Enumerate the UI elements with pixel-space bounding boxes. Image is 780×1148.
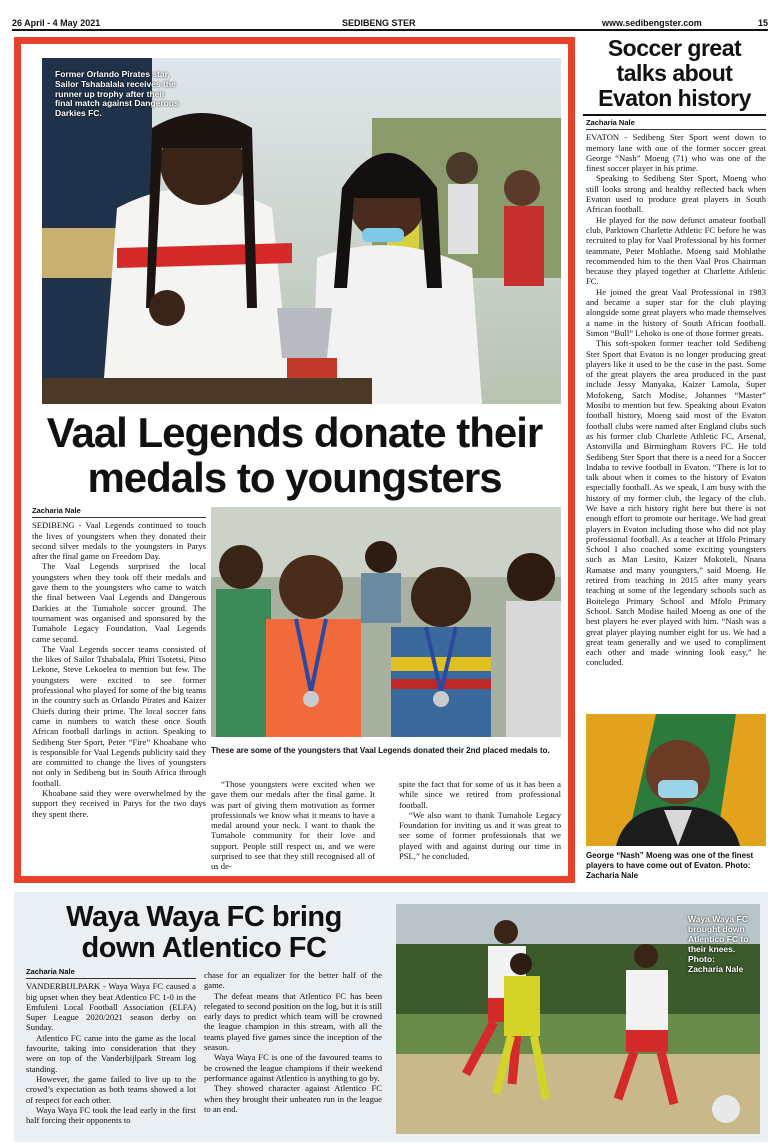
paragraph: The Vaal Legends surprised the local youngsters when they took off their medals and gave them to the youngsters who came to watch the final between Vaal Legends and Dangerous Darkies at the Tumahole soccer ground. The tournament was organised and sponsored by the Tumahole Legacy Foundation. Vaal Legends came second. — [32, 561, 206, 644]
evaton-byline: Zacharia Nale — [586, 118, 766, 130]
paragraph: VANDERBIJLPARK - Waya Waya FC caused a big upset when they beat Atlentico FC 1-0 in the Emfuleni Local Football Association (ELFA) Super League 2020/2021 season derby on Sunday. — [26, 981, 196, 1033]
vaal-byline: Zacharia Nale — [32, 506, 206, 518]
evaton-column — [586, 118, 766, 710]
trophy-photo-caption: Former Orlando Pirates star, Sailor Tshabalala receives the runner up trophy after their final match against Dangerous Darkies FC. — [55, 69, 179, 119]
vaal-column-1 — [32, 506, 206, 879]
vaal-legends-story — [14, 37, 575, 883]
vaal-column-3 — [399, 779, 561, 879]
paragraph: “Those youngsters were excited when we gave them our medals after the final game. It was part of giving them motivation as former professionals we know what it means to have a medal around your neck. I want to thank the Tumahole community for their love and support. People still respect us, and we were surprised to see that they still recognised all of us de- — [211, 779, 375, 872]
paragraph: Khoabane said they were overwhelmed by the support they received in Parys for the two days they spent there. — [32, 788, 206, 819]
waya-waya-story — [14, 892, 768, 1142]
youngsters-photo-caption: These are some of the youngsters that Vaal Legends donated their 2nd placed medals to. — [211, 746, 550, 755]
moeng-photo-illustration — [586, 714, 766, 846]
waya-byline: Zacharia Nale — [26, 967, 196, 979]
moeng-photo-caption: George “Nash” Moeng was one of the finest players to have come out of Evaton. Photo: Zacharia Nale — [586, 851, 754, 880]
paragraph: Waya Waya FC took the lead early in the first half forcing their opponents to — [26, 1104, 196, 1126]
trophy-photo — [42, 58, 561, 404]
match-photo-caption: Waya Waya FC brought down Atlentico FC to their knees. Photo: Zacharia Nale — [688, 914, 749, 974]
issue-date: 26 April - 4 May 2021 — [12, 18, 101, 28]
paragraph: SEDIBENG - Vaal Legends continued to touch the lives of youngsters when they donated their second silver medals to the youngsters in Parys after the final game on Freedom Day. — [32, 520, 206, 562]
paragraph: He joined the great Vaal Professional in 1983 and became a super star for the club playing alongside some great players who made themselves a name in the history of South African football. Simon “Bull” Lehoko is one of those former greats. — [586, 286, 766, 338]
paragraph: The Vaal Legends soccer teams consisted of the likes of Sailor Tshabalala, Phiri Tsotetsi, Pitso Lekone, Steve Lekoelea to mention but few. The youngsters were excited to see former professional who played for some of the big teams in the country such as Orlando Pirates and Kaizer Chiefs during their prime. The local soccer fans came in numbers to watch these once South African football darlings in action. Speaking to Sedibeng Ster Sport, Peter “Fire” Khoabane who is responsible for Vaal Legends publicity said they are committed to change the lives of youngsters not only in Sedibeng but in South Africa through football. — [32, 643, 206, 788]
page-number: 15 — [757, 18, 768, 28]
vaal-headline: Vaal Legends donate their medals to youngsters — [46, 409, 543, 501]
paragraph: EVATON - Sedibeng Ster Sport went down to memory lane with one of the former soccer great George “Nash” Moeng (71) who was one of the finest soccer player in his prime. — [586, 132, 766, 174]
vaal-column-2 — [211, 779, 375, 879]
website-link[interactable]: www.sedibengster.com — [602, 18, 702, 28]
paragraph: Waya Waya FC is one of the favoured teams to be crowned the league champions if their weekend performance against Atlentico is anything to go by. — [204, 1052, 382, 1083]
moeng-photo — [586, 714, 766, 846]
paragraph: They showed character against Atlentico FC when they brought their unbeaten run in the league to an end. — [204, 1083, 382, 1114]
waya-column-1 — [26, 967, 196, 1137]
paragraph: He played for the now defunct amateur football club, Parktown Charlette Athletic FC before he was recruited to play for Vaal Professional by his former teammate, Peter Mohlathe. Moeng said Mohlathe recommended him to the then Vaal Pros Chairman because they played together at Charlette Athletic FC. — [586, 214, 766, 287]
youngsters-photo — [211, 507, 561, 737]
paragraph: Speaking to Sedibeng Ster Sport, Moeng who still looks strong and healthy reflected back when Evaton used to produce great players in South African football. — [586, 173, 766, 215]
paragraph: However, the game failed to live up to the crowd’s expectation as both teams showed a lot of respect for each other. — [26, 1073, 196, 1105]
paper-name: SEDIBENG STER — [342, 18, 416, 28]
paragraph: spite the fact that for some of us it has been a while since we retired from professional football. — [399, 779, 561, 810]
paragraph: Atlentico FC came into the game as the local favourite, taking into consideration that they were on top of the Vanderbijlpark Stream log standing. — [26, 1032, 196, 1074]
masthead-rule — [12, 29, 768, 31]
paragraph: This soft-spoken former teacher told Sedibeng Ster Sport that Evaton is no longer producing great players like it used to be the case in the past. Some of the great players the area produced in the past include Jessy Manyaka, Kaizer Lamola, Super Mofokeng, Satch Modise, Johannes “Master” Mosibi to mention but few. Speaking about Evaton football history, Moeng said most of the Evaton football clubs were named after England clubs such as his former club Charlette Athletic FC, Arsenal, Astonvilla and Birmingham Rovers FC. He told Sedibeng Ster Sport that there is a need for a Soccer Indaba to revive football in Evaton. “There is lot to talk about when it comes to the history of Evaton especially football. As we speak, I am busy with the history of my former club, the legacy of the club. We have a rich history right here but there is not enough effort to promote our heritage. We had great players in Evaton including those who did not play professional football. As a teacher at Iffolo Primary School I also coached some exciting youngsters such as Man Lesito, Kaizer Mokoteli, Nnana Ramatse and many youngsters,” said Moeng. He retired from teaching in 2015 after many years teaching at some of the legendary schools such as Boitelego Primary School and Mfolo Primary School. Satch Modise hailed Moeng as one of the best players he ever played with him. “Nash was a great player playing number eight for us. We had a great team generally and we used to compliment each other and made winning look easy,” he concluded. — [586, 338, 766, 668]
paragraph: The defeat means that Atlentico FC has been relegated to second position on the log, but it is still early days to predict which team will be crowned the league champion in this stream, with all the teams played five games since the inception of the season. — [204, 990, 382, 1053]
waya-column-2 — [204, 970, 382, 1138]
evaton-headline: Soccer great talks about Evaton history — [598, 35, 751, 111]
paragraph: chase for an equalizer for the better half of the game. — [204, 970, 382, 991]
evaton-rule — [583, 114, 766, 116]
paragraph: “We also want to thank Tumahole Legacy Foundation for inviting us and it was great to see some of former professionals that we played with and against during our time in PSL,” he concluded. — [399, 809, 561, 862]
youngsters-photo-illustration — [211, 507, 561, 737]
waya-headline: Waya Waya FC bring down Atlentico FC — [66, 901, 342, 964]
match-photo — [396, 904, 760, 1134]
